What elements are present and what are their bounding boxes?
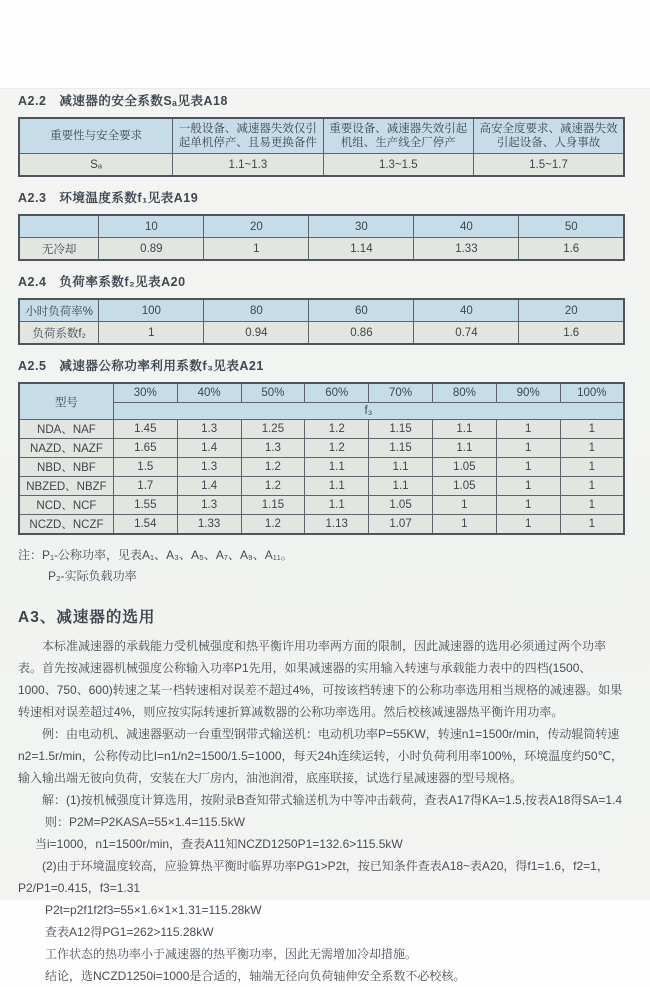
table-row (19, 496, 624, 515)
column-header: 80 (204, 299, 309, 322)
cell-value: 1.5 (113, 458, 177, 477)
table-a18-safety-factor (18, 117, 625, 177)
column-header: 30 (309, 215, 414, 238)
page-top-margin (0, 0, 650, 88)
cell-value: 1.3~1.5 (323, 154, 473, 177)
body-line-conclusion: 结论，选NCZD1250i=1000是合适的，轴端无径向负荷轴伸安全系数不必校核。 (45, 969, 466, 983)
column-header: 20 (519, 299, 624, 322)
column-header: 40 (414, 299, 519, 322)
cell-value: 1 (496, 477, 560, 496)
cell-value: 0.94 (204, 322, 309, 345)
cell-value: 1 (560, 420, 624, 439)
subheader-f3: f₃ (113, 403, 624, 420)
cell-value: 1 (204, 238, 309, 261)
cell-value: 1.14 (309, 238, 414, 261)
column-header: 60% (305, 383, 369, 403)
column-header: 40% (177, 383, 241, 403)
column-header: 10 (99, 215, 204, 238)
cell-value: 0.74 (414, 322, 519, 345)
cell-value: 1.13 (305, 515, 369, 535)
table-row (19, 515, 624, 535)
body-line: 则：P2M=P2KASA=55×1.4=115.5kW (45, 815, 245, 829)
cell-value: 1.05 (369, 496, 433, 515)
column-header: 50% (241, 383, 305, 403)
body-line: 工作状态的热功率小于减速器的热平衡功率，因此无需增加冷却措施。 (45, 947, 418, 961)
cell-value: 1.33 (414, 238, 519, 261)
note-line: 注：P₁-公称功率，见表A₁、A₃、A₅、A₇、A₉、A₁₁。 (18, 548, 293, 562)
cell-value: 1.07 (369, 515, 433, 535)
cell-value: 1.05 (432, 458, 496, 477)
table-header-row (19, 383, 624, 403)
column-header (19, 215, 99, 238)
table-a19-ambient-temperature-factor (18, 214, 625, 261)
table-header-row (19, 215, 624, 238)
cell-value: 1.1 (305, 458, 369, 477)
column-header: 100% (560, 383, 624, 403)
cell-value: 1.05 (432, 477, 496, 496)
column-header: 100 (99, 299, 204, 322)
cell-value: 1 (496, 515, 560, 535)
table-a21-nominal-power-utilization-factor (18, 382, 625, 535)
cell-value: 1.1 (369, 477, 433, 496)
column-header: 50 (519, 215, 624, 238)
body-text (18, 635, 625, 987)
table-header-row (19, 299, 624, 322)
table-row (19, 458, 624, 477)
column-header: 40 (414, 215, 519, 238)
column-header-model: 型号 (19, 383, 113, 420)
cell-value: 1.1 (432, 420, 496, 439)
body-paragraph: 本标准减速器的承载能力受机械强度和热平衡许用功率两方面的限制，因此减速器的选用必须通过两个功率表。首先按减速器机械强度公称输入功率P1先用，如果减速器的实用输入转速与承载能力表中的四档(1500、1000、750、600)转速之某一档转速相对误差不超过4%，可按该档转速下的公称功率选用相当规格的减速器。如果转速相对误差超过4%，则应按实际转速折算减数器的公称功率选用。然后校核减速器热平衡许用功率。 (18, 639, 623, 719)
cell-value: 1.45 (113, 420, 177, 439)
body-line: P2/P1=0.415，f3=1.31 (18, 881, 141, 895)
cell-value: 1.54 (113, 515, 177, 535)
cell-value: 1.2 (305, 439, 369, 458)
cell-value: 1 (560, 439, 624, 458)
cell-value: 1.1 (305, 496, 369, 515)
column-header: 20 (204, 215, 309, 238)
cell-value: 1 (560, 458, 624, 477)
row-label: 负荷系数f₂ (19, 322, 99, 345)
row-label: NDA、NAF (19, 420, 113, 439)
table-a20-load-rate-factor (18, 298, 625, 345)
row-label: NCZD、NCZF (19, 515, 113, 535)
cell-value: 1.1 (369, 458, 433, 477)
row-label: Sₐ (19, 154, 173, 177)
cell-value: 1 (560, 515, 624, 535)
section-heading-a23: A2.3 环境温度系数f₁见表A19 (18, 191, 199, 205)
column-header: 高安全度要求、减速器失效引起设备、人身事故 (474, 118, 624, 154)
cell-value: 1.1~1.3 (173, 154, 323, 177)
table-row (19, 420, 624, 439)
cell-value: 1 (560, 477, 624, 496)
column-header: 重要设备、减速器失效引起机组、生产线全厂停产 (323, 118, 473, 154)
cell-value: 1.6 (519, 322, 624, 345)
cell-value: 1.2 (241, 515, 305, 535)
cell-value: 1 (560, 496, 624, 515)
cell-value: 1.1 (432, 439, 496, 458)
column-header: 30% (113, 383, 177, 403)
cell-value: 1 (496, 420, 560, 439)
cell-value: 1.65 (113, 439, 177, 458)
cell-value: 1.5~1.7 (474, 154, 624, 177)
cell-value: 1 (99, 322, 204, 345)
cell-value: 1 (496, 496, 560, 515)
section-heading-a25: A2.5 减速器公称功率利用系数f₃见表A21 (18, 359, 264, 373)
cell-value: 1.3 (241, 439, 305, 458)
cell-value: 1.3 (177, 420, 241, 439)
cell-value: 1.33 (177, 515, 241, 535)
cell-value: 1 (432, 515, 496, 535)
body-paragraph-solution: 解：(1)按机械强度计算选用，按附录B查知带式输送机为中等冲击载荷，查表A17得KA=1.5,按表A18得SA=1.4 (42, 793, 623, 807)
row-label: NBD、NBF (19, 458, 113, 477)
column-header: 90% (496, 383, 560, 403)
cell-value: 1 (496, 439, 560, 458)
body-line: P2t=p2f1f2f3=55×1.6×1×1.31=115.28kW (45, 903, 262, 917)
row-label: NAZD、NAZF (19, 439, 113, 458)
cell-value: 1.4 (177, 477, 241, 496)
column-header: 80% (432, 383, 496, 403)
notes-block (18, 545, 625, 587)
cell-value: 1.3 (177, 496, 241, 515)
cell-value: 0.89 (99, 238, 204, 261)
cell-value: 1.7 (113, 477, 177, 496)
column-header: 70% (369, 383, 433, 403)
table-row (19, 238, 624, 261)
column-header: 小时负荷率% (19, 299, 99, 322)
body-line: 查表A12得PG1=262>115.28kW (45, 925, 214, 939)
cell-value: 1.55 (113, 496, 177, 515)
body-paragraph-example: 例：由电动机、减速器驱动一台重型钢带式输送机：电动机功率P=55KW，转速n1=1500r/min，传动辊筒转速n2=1.5r/min，公称传动比I=n1/n2=1500/1.5=1000，每天24h连续运转，小时负荷利用率100%，环境温度约50℃，输入输出端无彼向负荷，安装在大厂房内，油池润滑，底座联接，试选行星减速器的型号规格。 (18, 727, 624, 785)
row-label: 无冷却 (19, 238, 99, 261)
table-row (19, 154, 624, 177)
cell-value: 1.1 (305, 477, 369, 496)
table-row (19, 439, 624, 458)
row-label: NCD、NCF (19, 496, 113, 515)
cell-value: 1.15 (369, 439, 433, 458)
cell-value: 1.2 (241, 458, 305, 477)
table-row (19, 322, 624, 345)
table-row (19, 477, 624, 496)
row-label: NBZED、NBZF (19, 477, 113, 496)
section-heading-a3: A3、减速器的选用 (18, 609, 156, 626)
cell-value: 1.4 (177, 439, 241, 458)
cell-value: 1.3 (177, 458, 241, 477)
column-header: 重要性与安全要求 (19, 118, 173, 154)
cell-value: 1.2 (241, 477, 305, 496)
body-paragraph: (2)由于环境温度较高，应验算热平衡时临界功率PG1>P2t，按已知条件查表A18~表A20，得f1=1.6，f2=1， (42, 859, 609, 873)
cell-value: 1 (496, 458, 560, 477)
cell-value: 1.2 (305, 420, 369, 439)
table-header-row (19, 118, 624, 154)
cell-value: 1 (432, 496, 496, 515)
page-content (0, 88, 650, 987)
scanned-document-page (0, 88, 650, 983)
cell-value: 1.15 (369, 420, 433, 439)
cell-value: 0.86 (309, 322, 414, 345)
note-line: P₂-实际负载功率 (48, 569, 137, 583)
section-heading-a22: A2.2 减速器的安全系数Sₐ见表A18 (18, 94, 228, 108)
column-header: 一般设备、减速器失效仅引起单机停产、且易更换备件 (173, 118, 323, 154)
body-line: 当i=1000，n1=1500r/min，查表A11知NCZD1250P1=132.6>115.5kW (35, 837, 403, 851)
section-heading-a24: A2.4 负荷率系数f₂见表A20 (18, 275, 186, 289)
cell-value: 1.15 (241, 496, 305, 515)
cell-value: 1.6 (519, 238, 624, 261)
cell-value: 1.25 (241, 420, 305, 439)
column-header: 60 (309, 299, 414, 322)
